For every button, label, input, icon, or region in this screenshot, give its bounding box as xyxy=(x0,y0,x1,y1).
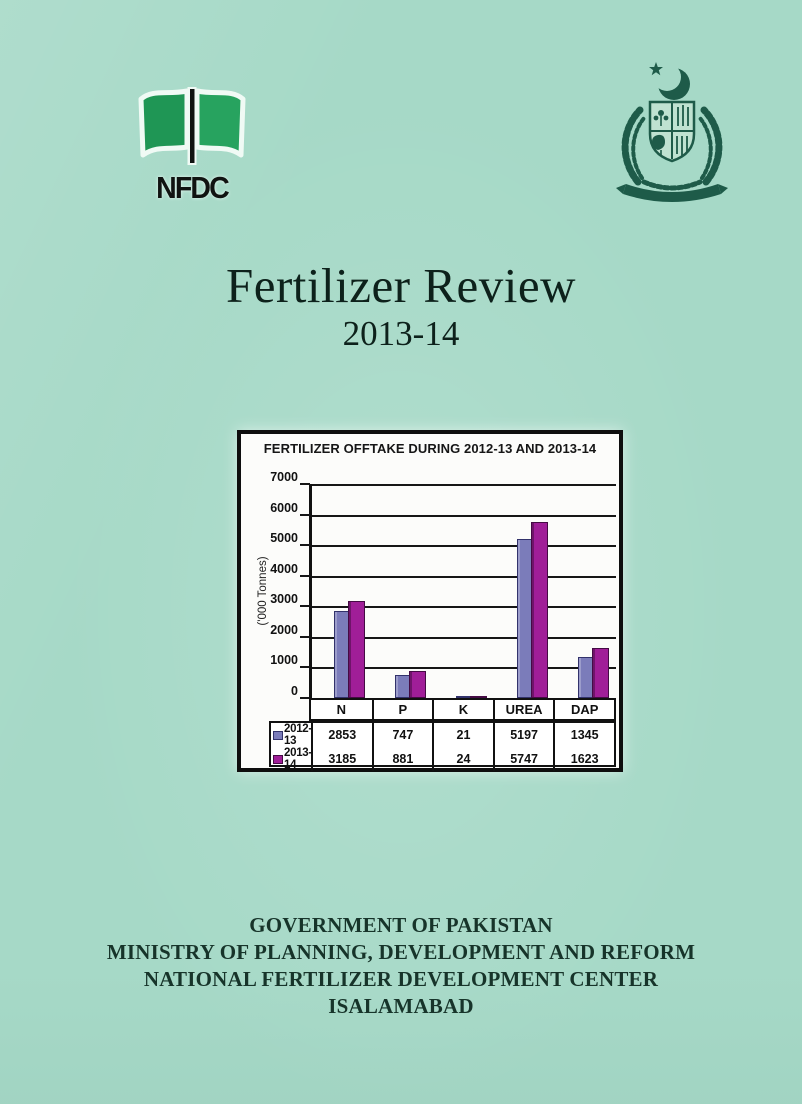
chart-y-axis-label: ('000 Tonnes) xyxy=(257,556,269,626)
legend-swatch-2013-14 xyxy=(273,755,283,764)
y-tick-2000 xyxy=(300,636,310,638)
y-tick-3000 xyxy=(300,605,310,607)
bar-2013-14-P xyxy=(409,671,426,698)
y-tick-label-5000: 5000 xyxy=(270,531,298,545)
value-2013-14-UREA: 5747 xyxy=(493,747,554,771)
legend-swatch-2012-13 xyxy=(273,731,283,740)
value-2012-13-DAP: 1345 xyxy=(553,723,614,747)
chart-plot-area xyxy=(270,470,616,701)
bar-2013-14-N xyxy=(348,601,365,698)
gridline-4000 xyxy=(312,576,616,578)
y-tick-4000 xyxy=(300,575,310,577)
publisher-block xyxy=(0,912,802,1020)
y-tick-label-1000: 1000 xyxy=(270,653,298,667)
y-tick-label-2000: 2000 xyxy=(270,623,298,637)
bar-2013-14-K xyxy=(470,696,487,698)
pakistan-emblem xyxy=(608,58,736,210)
legend-2013-14 xyxy=(271,747,311,771)
value-2012-13-P: 747 xyxy=(372,723,433,747)
value-2013-14-N: 3185 xyxy=(311,747,372,771)
bar-2013-14-DAP xyxy=(592,648,609,698)
nfdc-label: NFDC xyxy=(156,170,228,205)
gridline-7000 xyxy=(312,484,616,486)
chart-title: FERTILIZER OFFTAKE DURING 2012-13 AND 2013-14 xyxy=(263,441,597,456)
category-label-K: K xyxy=(432,700,493,719)
legend-2012-13 xyxy=(271,723,311,747)
value-2013-14-DAP: 1623 xyxy=(553,747,614,771)
y-tick-label-0: 0 xyxy=(291,684,298,698)
gridline-6000 xyxy=(312,515,616,517)
fertilizer-offtake-chart xyxy=(237,430,623,772)
gridline-5000 xyxy=(312,545,616,547)
y-tick-label-4000: 4000 xyxy=(270,562,298,576)
y-tick-1000 xyxy=(300,666,310,668)
legend-label-2012-13: 2012-13 xyxy=(284,723,312,747)
value-2013-14-P: 881 xyxy=(372,747,433,771)
title-block xyxy=(0,260,802,354)
y-tick-label-6000: 6000 xyxy=(270,501,298,515)
y-tick-label-7000: 7000 xyxy=(270,470,298,484)
category-label-P: P xyxy=(372,700,433,719)
value-2013-14-K: 24 xyxy=(432,747,493,771)
chart-category-row xyxy=(309,698,616,721)
publisher-line-1: GOVERNMENT OF PAKISTAN xyxy=(249,913,553,937)
y-tick-6000 xyxy=(300,514,310,516)
legend-label-2013-14: 2013-14 xyxy=(284,747,312,771)
bar-2013-14-UREA xyxy=(531,522,548,698)
value-2012-13-N: 2853 xyxy=(311,723,372,747)
page-subtitle: 2013-14 xyxy=(342,314,460,353)
category-label-N: N xyxy=(336,702,346,717)
publisher-line-4: ISALAMABAD xyxy=(328,994,474,1018)
value-2012-13-K: 21 xyxy=(432,723,493,747)
y-tick-label-3000: 3000 xyxy=(270,592,298,606)
nfdc-logo xyxy=(132,84,252,206)
category-label-UREA: UREA xyxy=(493,700,554,719)
publisher-line-3: NATIONAL FERTILIZER DEVELOPMENT CENTER xyxy=(143,967,659,991)
value-2012-13-UREA: 5197 xyxy=(493,723,554,747)
nfdc-book-icon xyxy=(136,84,248,168)
pakistan-emblem-icon xyxy=(608,58,736,210)
publisher-line-2: MINISTRY OF PLANNING, DEVELOPMENT AND REFORM xyxy=(106,940,696,964)
page-title: Fertilizer Review xyxy=(225,258,577,313)
chart-legend-table xyxy=(269,721,616,771)
category-label-DAP: DAP xyxy=(553,700,614,719)
y-tick-5000 xyxy=(300,544,310,546)
y-tick-7000 xyxy=(300,483,310,485)
